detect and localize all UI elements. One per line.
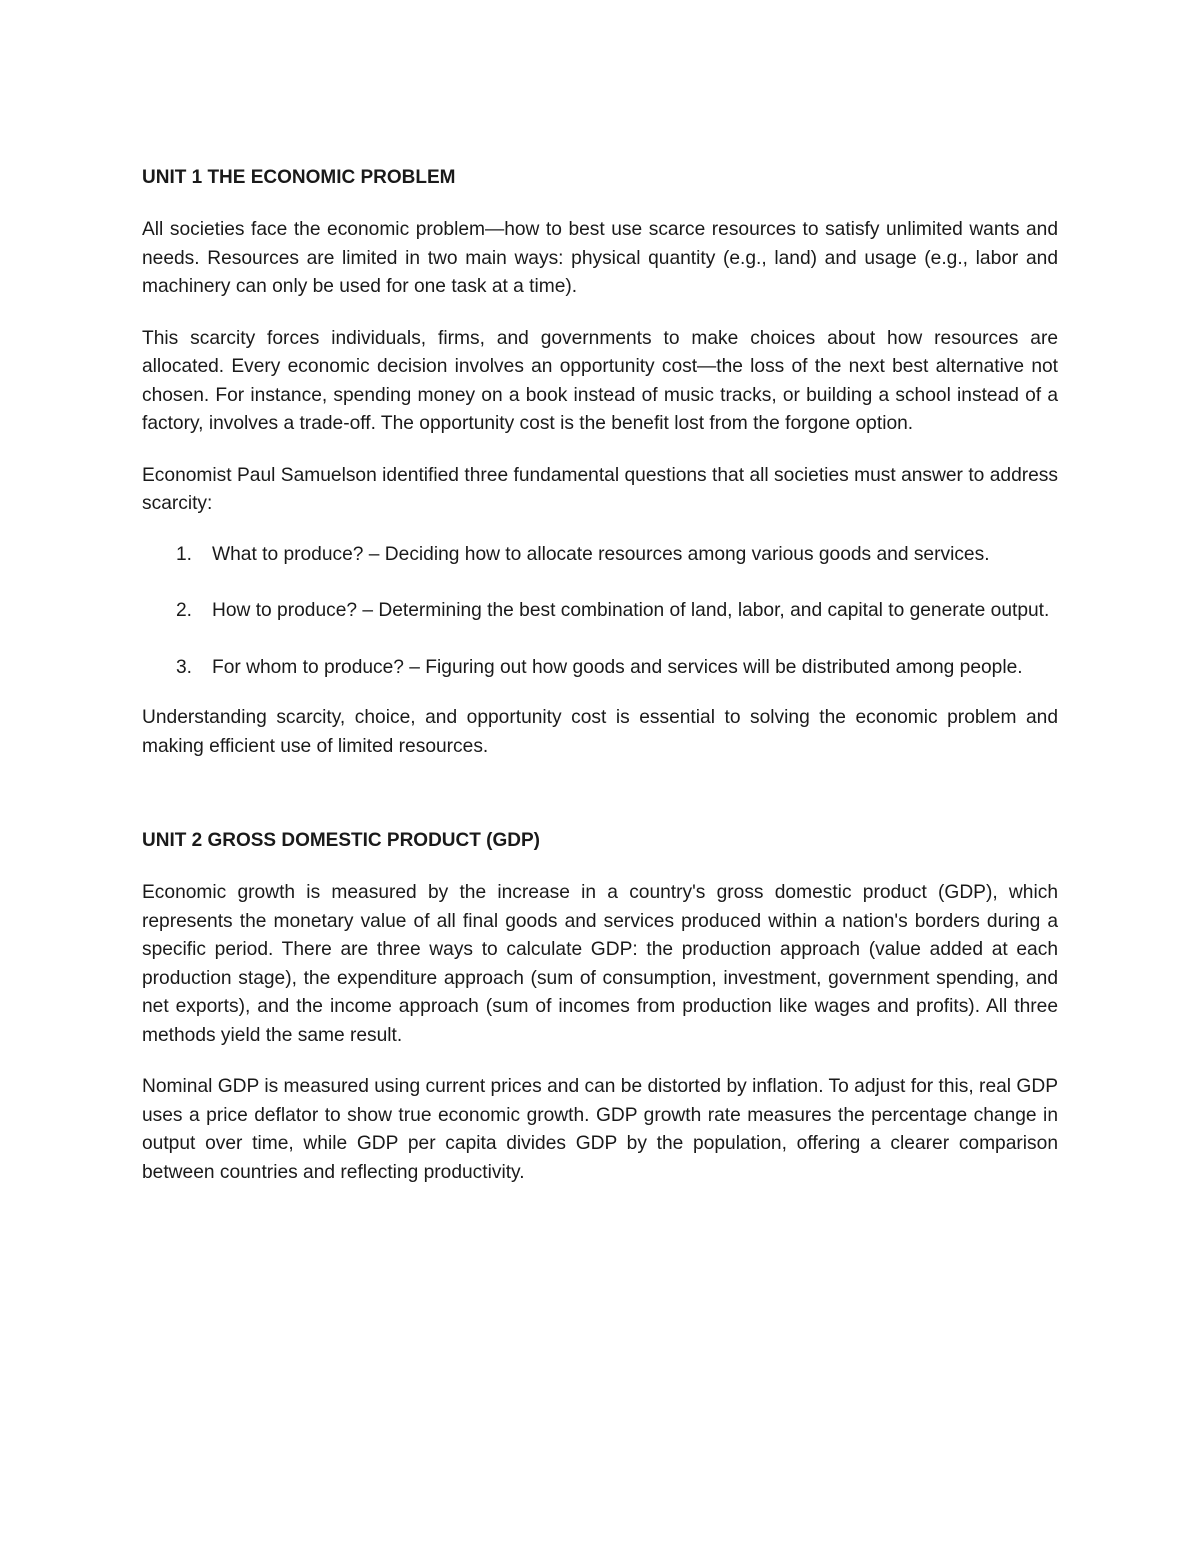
list-item-number: 1. xyxy=(176,543,193,565)
list-item-text: What to produce? – Deciding how to allocate resources among various goods and services. xyxy=(212,543,990,565)
list-item-text: For whom to produce? – Figuring out how goods and services will be distributed among people. xyxy=(212,656,1023,678)
unit1-paragraph: Economist Paul Samuelson identified three fundamental questions that all societies must answer to address scarcity: xyxy=(142,464,1058,514)
unit1-heading: UNIT 1 THE ECONOMIC PROBLEM xyxy=(142,167,456,188)
unit2-paragraph: Economic growth is measured by the increase in a country's gross domestic product (GDP), which represents the monetary value of all final goods and services produced within a nation's borders during a specific period. There are three ways to calculate GDP: the production approach (value added at each production stage), the expenditure approach (sum of consumption, investment, government spending, and net exports), and the income approach (sum of incomes from production like wages and profits). All three methods yield the same result. xyxy=(142,882,1058,1046)
list-item xyxy=(142,541,1058,570)
section-spacer xyxy=(142,761,1058,827)
document-page xyxy=(142,164,1058,1187)
unit2-heading: UNIT 2 GROSS DOMESTIC PRODUCT (GDP) xyxy=(142,830,540,851)
list-item-number: 2. xyxy=(176,600,193,621)
unit1-paragraph: This scarcity forces individuals, firms, and governments to make choices about how resources are allocated. Every economic decision involves an opportunity cost—the loss of the next best alternative not chosen. For instance, spending money on a book instead of music tracks, or building a school instead of a factory, involves a trade-off. The opportunity cost is the benefit lost from the forgone option. xyxy=(142,327,1058,434)
list-item xyxy=(142,654,1058,683)
unit2-paragraph: Nominal GDP is measured using current prices and can be distorted by inflation. To adjust for this, real GDP uses a price deflator to show true economic growth. GDP growth rate measures the percentage change in output over time, while GDP per capita divides GDP by the population, offering a clearer comparison between countries and reflecting productivity. xyxy=(142,1076,1058,1183)
fundamental-questions-list xyxy=(142,541,1058,683)
list-item xyxy=(142,597,1058,626)
list-item-text: How to produce? – Determining the best combination of land, labor, and capital to generate output. xyxy=(212,600,1050,621)
unit1-conclusion: Understanding scarcity, choice, and opportunity cost is essential to solving the economic problem and making efficient use of limited resources. xyxy=(142,707,1058,757)
unit1-paragraph: All societies face the economic problem—how to best use scarce resources to satisfy unlimited wants and needs. Resources are limited in two main ways: physical quantity (e.g., land) and usage (e.g., labor and machinery can only be used for one task at a time). xyxy=(142,219,1058,297)
list-item-number: 3. xyxy=(176,656,193,678)
